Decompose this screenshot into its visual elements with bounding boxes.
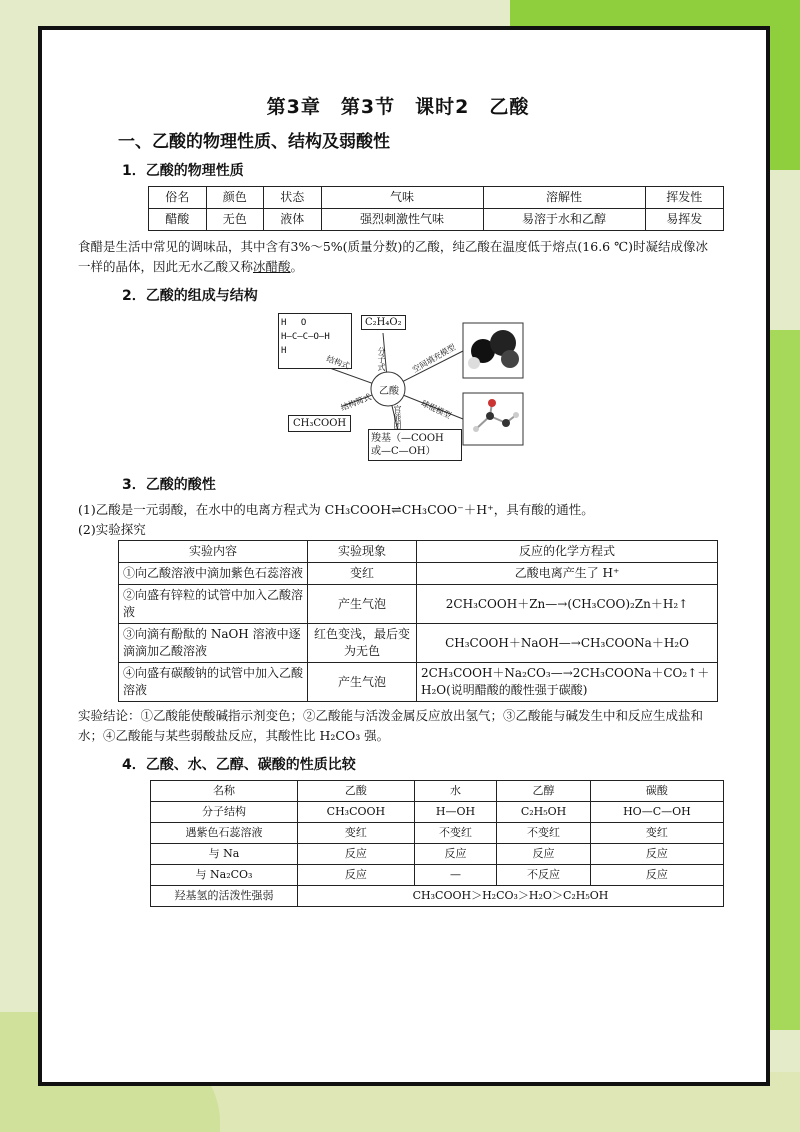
table-cell: 变红 bbox=[298, 823, 415, 844]
table-cell: HO—C—OH bbox=[590, 802, 723, 823]
table-cell: 产生气泡 bbox=[308, 663, 417, 702]
table-cell: 产生气泡 bbox=[308, 585, 417, 624]
paragraph-text: 食醋是生活中常见的调味品，其中含有3%～5%(质量分数)的乙酸，纯乙酸在温度低于熔点(16.6 ℃)时凝结成像冰一样的晶体，因此无水乙酸又称 bbox=[78, 239, 708, 274]
molecular-formula-box: C₂H₄O₂ bbox=[361, 315, 406, 330]
table-cell: 不变红 bbox=[414, 823, 496, 844]
experiment-label: (2)实验探究 bbox=[78, 522, 146, 537]
table-cell: 不反应 bbox=[497, 865, 591, 886]
table-cell: CH₃COOH bbox=[298, 802, 415, 823]
center-label: 乙酸 bbox=[379, 386, 399, 397]
table-header-cell: 俗名 bbox=[149, 187, 207, 209]
table-row bbox=[151, 802, 724, 823]
table-row bbox=[151, 823, 724, 844]
glacial-acetic-acid-term: 冰醋酸 bbox=[253, 259, 291, 274]
table-cell: 分子结构 bbox=[151, 802, 298, 823]
table-cell: C₂H₅OH bbox=[497, 802, 591, 823]
experiment-conclusion: 实验结论：①乙酸能使酸碱指示剂变色；②乙酸能与活泼金属反应放出氢气；③乙酸能与碱发生中和反应生成盐和水；④乙酸能与某些弱酸盐反应，其酸性比 H₂CO₃ 强。 bbox=[78, 708, 704, 743]
table-cell: ②向盛有锌粒的试管中加入乙酸溶液 bbox=[119, 585, 308, 624]
table-cell: 反应 bbox=[497, 844, 591, 865]
table-row bbox=[151, 865, 724, 886]
ball-stick-atom bbox=[488, 399, 496, 407]
experiment-table bbox=[118, 540, 718, 702]
table-cell: 遇紫色石蕊溶液 bbox=[151, 823, 298, 844]
table-cell: 羟基氢的活泼性强弱 bbox=[151, 886, 298, 907]
table-cell: H—OH bbox=[414, 802, 496, 823]
space-filling-atom bbox=[501, 350, 519, 368]
functional-group-line: 羧基（—COOH bbox=[371, 433, 444, 444]
table-cell: 2CH₃COOH＋Zn—→(CH₃COO)₂Zn＋H₂↑ bbox=[417, 585, 718, 624]
ball-stick-label: 球棍模型 bbox=[419, 398, 453, 421]
simple-formula-box: CH₃COOH bbox=[288, 415, 351, 432]
table-cell: CH₃COOH＋NaOH—→CH₃COONa＋H₂O bbox=[417, 624, 718, 663]
table-header-row bbox=[149, 187, 724, 209]
functional-group-line: 或—C—OH） bbox=[371, 446, 436, 457]
page-title: 第3章 第3节 课时2 乙酸 bbox=[266, 96, 530, 118]
table-row bbox=[119, 663, 718, 702]
table-cell: 无色 bbox=[206, 209, 264, 231]
table-header-cell: 水 bbox=[414, 781, 496, 802]
ball-stick-atom bbox=[502, 419, 510, 427]
table-cell: 变红 bbox=[308, 563, 417, 585]
table-row bbox=[119, 624, 718, 663]
subsection-heading-3: 3．乙酸的酸性 bbox=[122, 477, 216, 493]
table-cell: 反应 bbox=[590, 865, 723, 886]
structural-formula-line: H—C—C—O—H bbox=[281, 332, 330, 342]
table-cell: 变红 bbox=[590, 823, 723, 844]
table-header-cell: 乙醇 bbox=[497, 781, 591, 802]
ball-stick-atom bbox=[473, 426, 479, 432]
table-cell: ③向滴有酚酞的 NaOH 溶液中逐滴滴加乙酸溶液 bbox=[119, 624, 308, 663]
table-row bbox=[151, 844, 724, 865]
space-filling-atom bbox=[468, 357, 480, 369]
table-cell: 反应 bbox=[590, 844, 723, 865]
table-header-cell: 溶解性 bbox=[483, 187, 645, 209]
space-filling-label: 空间填充模型 bbox=[410, 342, 458, 375]
structural-formula-line: H O bbox=[281, 318, 307, 328]
table-cell: 反应 bbox=[298, 865, 415, 886]
molecular-formula-label: 分子式 bbox=[377, 347, 386, 371]
table-cell: 乙酸电离产生了 H⁺ bbox=[417, 563, 718, 585]
table-cell: 与 Na bbox=[151, 844, 298, 865]
table-header-cell: 乙酸 bbox=[298, 781, 415, 802]
table-header-cell: 名称 bbox=[151, 781, 298, 802]
table-cell: 不变红 bbox=[497, 823, 591, 844]
table-row bbox=[119, 563, 718, 585]
ball-stick-atom bbox=[513, 412, 519, 418]
table-cell: ④向盛有碳酸钠的试管中加入乙酸溶液 bbox=[119, 663, 308, 702]
table-cell: 易挥发 bbox=[645, 209, 723, 231]
physical-properties-paragraph bbox=[78, 237, 718, 277]
structure-diagram bbox=[78, 311, 718, 456]
functional-group-box bbox=[368, 429, 462, 461]
table-cell: CH₃COOH＞H₂CO₃＞H₂O＞C₂H₅OH bbox=[298, 886, 724, 907]
table-header-cell: 气味 bbox=[321, 187, 483, 209]
structural-formula-label: 结构式 bbox=[325, 354, 351, 371]
paragraph-end: 。 bbox=[290, 259, 304, 274]
table-header-row bbox=[151, 781, 724, 802]
table-header-cell: 实验内容 bbox=[119, 541, 308, 563]
ionization-paragraph: (1)乙酸是一元弱酸，在水中的电离方程式为 CH₃COOH⇌CH₃COO⁻＋H⁺，具有酸的通性。 bbox=[78, 502, 594, 517]
table-cell: 易溶于水和乙醇 bbox=[483, 209, 645, 231]
comparison-table bbox=[150, 780, 724, 907]
structural-formula-line: H bbox=[281, 346, 287, 356]
table-cell: 强烈刺激性气味 bbox=[321, 209, 483, 231]
table-header-cell: 碳酸 bbox=[590, 781, 723, 802]
table-cell: 反应 bbox=[414, 844, 496, 865]
table-cell: — bbox=[414, 865, 496, 886]
physical-properties-table bbox=[148, 186, 724, 231]
table-cell: 液体 bbox=[264, 209, 322, 231]
subsection-heading-4: 4．乙酸、水、乙醇、碳酸的性质比较 bbox=[122, 757, 356, 773]
table-header-cell: 反应的化学方程式 bbox=[417, 541, 718, 563]
table-row bbox=[149, 209, 724, 231]
table-header-cell: 挥发性 bbox=[645, 187, 723, 209]
ball-stick-atom bbox=[486, 412, 494, 420]
subsection-heading-1: 1．乙酸的物理性质 bbox=[122, 163, 244, 179]
table-row bbox=[151, 886, 724, 907]
table-cell: 红色变浅，最后变为无色 bbox=[308, 624, 417, 663]
table-cell: 醋酸 bbox=[149, 209, 207, 231]
table-row bbox=[119, 585, 718, 624]
table-cell: ①向乙酸溶液中滴加紫色石蕊溶液 bbox=[119, 563, 308, 585]
section-heading: 一、乙酸的物理性质、结构及弱酸性 bbox=[118, 132, 390, 152]
table-cell: 与 Na₂CO₃ bbox=[151, 865, 298, 886]
table-header-row bbox=[119, 541, 718, 563]
simple-formula-label: 结构简式 bbox=[339, 392, 373, 413]
table-header-cell: 颜色 bbox=[206, 187, 264, 209]
table-cell: 反应 bbox=[298, 844, 415, 865]
table-header-cell: 实验现象 bbox=[308, 541, 417, 563]
table-cell: 2CH₃COOH＋Na₂CO₃—→2CH₃COONa＋CO₂↑＋H₂O(说明醋酸的酸性强于碳酸) bbox=[417, 663, 718, 702]
subsection-heading-2: 2．乙酸的组成与结构 bbox=[122, 288, 258, 304]
document-content bbox=[78, 92, 718, 907]
table-header-cell: 状态 bbox=[264, 187, 322, 209]
functional-group-label: 官能团 bbox=[393, 405, 402, 429]
